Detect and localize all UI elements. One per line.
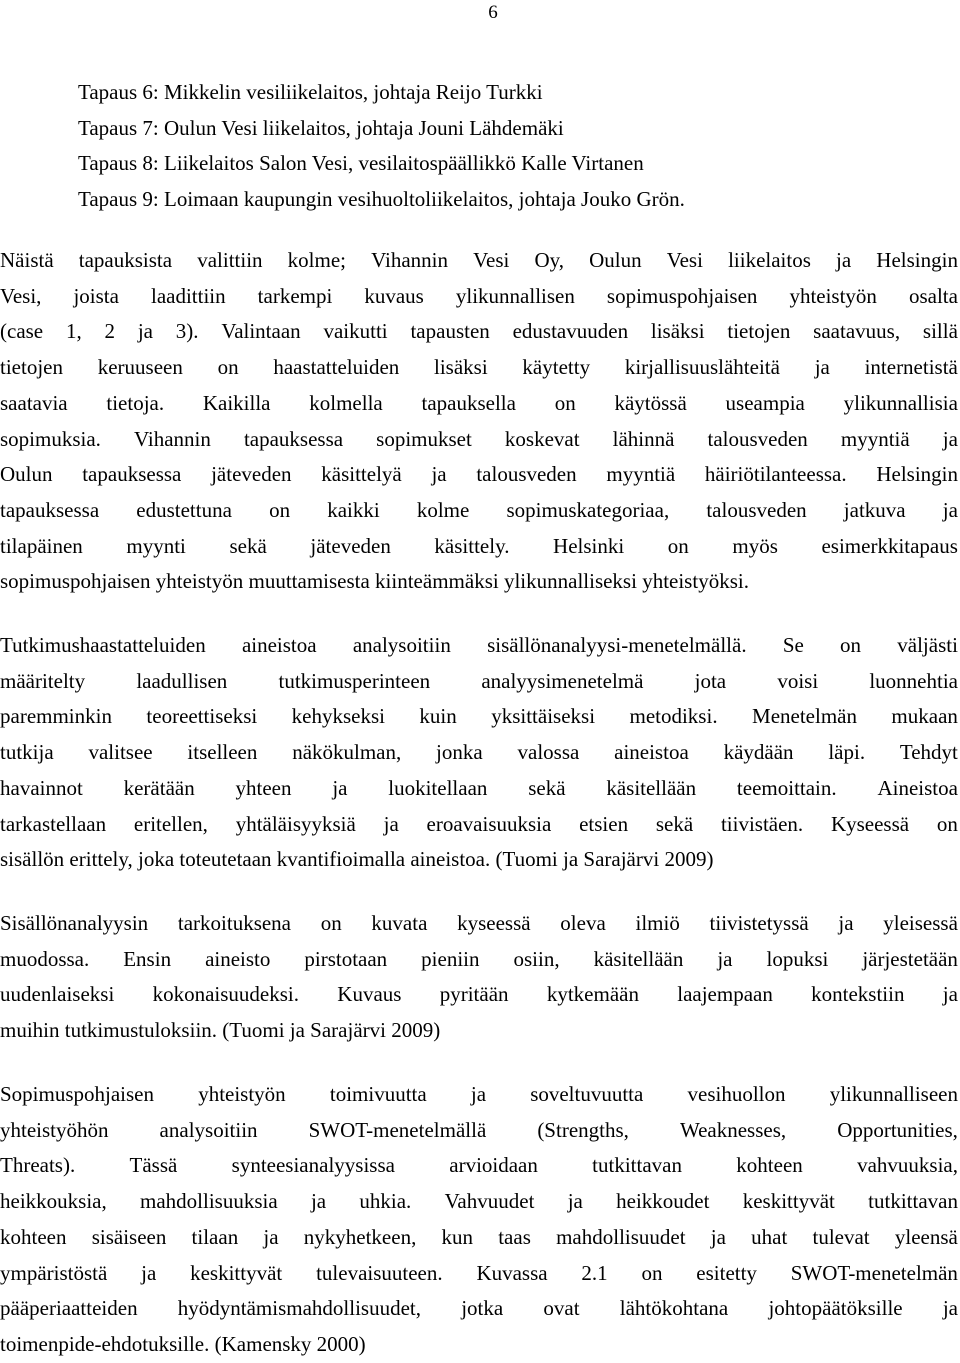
- text-line: Tutkimushaastatteluiden aineistoa analysoitiin sisällönanalyysi-menetelmällä. Se on väljästi: [0, 633, 958, 657]
- text-line: tarkastellaan eritellen, yhtäläisyyksiä ja eroavaisuuksia etsien sekä tiivistäen. Kyseessä on: [0, 811, 958, 836]
- case-list: [78, 75, 685, 217]
- text-line: (case 1, 2 ja 3). Valintaan vaikutti tapausten edustavuuden lisäksi tietojen saatavuus, sillä: [0, 319, 958, 344]
- paragraph-content-analysis: [0, 628, 958, 878]
- text-line: kohteen sisäiseen tilaan ja nykyhetkeen, kun taas mahdollisuudet ja uhat tulevat yleensä: [0, 1224, 958, 1249]
- text-line: sisällön erittely, joka toteutetaan kvantifioimalla aineistoa. (Tuomi ja Sarajärvi 2009): [0, 847, 714, 872]
- text-line: saatavia tietoja. Kaikilla kolmella tapauksella on käytössä useampia ylikunnallisia: [0, 390, 958, 415]
- page-number: 6: [488, 2, 498, 23]
- text-line: tietojen keruuseen on haastatteluiden lisäksi käytetty kirjallisuuslähteitä ja internetistä: [0, 355, 958, 380]
- text-line: uudenlaiseksi kokonaisuudeksi. Kuvaus pyritään kytkemään laajempaan kontekstiin ja: [0, 982, 958, 1007]
- text-line: Sopimuspohjaisen yhteistyön toimivuutta ja soveltuvuutta vesihuollon ylikunnalliseen: [0, 1082, 958, 1106]
- text-line: määritelty laadullisen tutkimusperinteen analyysimenetelmä jota voisi luonnehtia: [0, 668, 958, 693]
- text-line: Näistä tapauksista valittiin kolme; Vihannin Vesi Oy, Oulun Vesi liikelaitos ja Helsingin: [0, 248, 958, 272]
- text-line: muodossa. Ensin aineisto pirstotaan pieniin osiin, käsitellään ja lopuksi järjestetään: [0, 946, 958, 971]
- paragraph-analysis-purpose: [0, 906, 958, 1049]
- text-line: tilapäinen myynti sekä jäteveden käsittely. Helsinki on myös esimerkkitapaus: [0, 533, 958, 558]
- case-item: Tapaus 8: Liikelaitos Salon Vesi, vesilaitospäällikkö Kalle Virtanen: [78, 151, 644, 175]
- case-item: Tapaus 7: Oulun Vesi liikelaitos, johtaja Jouni Lähdemäki: [78, 115, 564, 140]
- text-line: havainnot kerätään yhteen ja luokitellaan sekä käsitellään teemoittain. Aineistoa: [0, 775, 958, 800]
- text-line: pääperiaatteiden hyödyntämismahdollisuudet, jotka ovat lähtökohtana johtopäätöksille ja: [0, 1296, 958, 1321]
- paragraph-swot: [0, 1077, 958, 1363]
- text-line: tapauksessa edustettuna on kaikki kolme sopimuskategoriaa, talousveden jatkuva ja: [0, 497, 958, 522]
- text-line: heikkouksia, mahdollisuuksia ja uhkia. Vahvuudet ja heikkoudet keskittyvät tutkittavan: [0, 1189, 958, 1214]
- text-line: Oulun tapauksessa jäteveden käsittelyä ja talousveden myyntiä häiriötilanteessa. Helsingin: [0, 462, 958, 487]
- text-line: tutkija valitsee itselleen näkökulman, jonka valossa aineistoa käydään läpi. Tehdyt: [0, 740, 958, 765]
- text-line: sopimuksia. Vihannin tapauksessa sopimukset koskevat lähinnä talousveden myyntiä ja: [0, 426, 958, 451]
- text-line: Threats). Tässä synteesianalyysissa arvioidaan tutkittavan kohteen vahvuuksia,: [0, 1153, 958, 1178]
- text-line: sopimuspohjaisen yhteistyön muuttamisesta kiinteämmäksi ylikunnalliseksi yhteistyöksi.: [0, 569, 749, 594]
- text-line: paremminkin teoreettiseksi kehykseksi kuin yksittäiseksi metodiksi. Menetelmän mukaan: [0, 704, 958, 729]
- text-line: toimenpide-ehdotuksille. (Kamensky 2000): [0, 1331, 366, 1356]
- case-item: Tapaus 6: Mikkelin vesiliikelaitos, johtaja Reijo Turkki: [78, 80, 543, 104]
- text-line: Vesi, joista laadittiin tarkempi kuvaus ylikunnallisen sopimuspohjaisen yhteistyön osalta: [0, 283, 958, 308]
- text-line: yhteistyöhön analysoitiin SWOT-menetelmällä (Strengths, Weaknesses, Opportunities,: [0, 1117, 958, 1142]
- case-item: Tapaus 9: Loimaan kaupungin vesihuoltoliikelaitos, johtaja Jouko Grön.: [78, 186, 685, 211]
- paragraph-case-selection: [0, 243, 958, 600]
- text-line: muihin tutkimustuloksiin. (Tuomi ja Sarajärvi 2009): [0, 1018, 441, 1043]
- text-line: ympäristöstä ja keskittyvät tulevaisuuteen. Kuvassa 2.1 on esitetty SWOT-menetelmän: [0, 1260, 958, 1285]
- text-line: Sisällönanalyysin tarkoituksena on kuvata kyseessä oleva ilmiö tiivistetyssä ja yleisessä: [0, 911, 958, 935]
